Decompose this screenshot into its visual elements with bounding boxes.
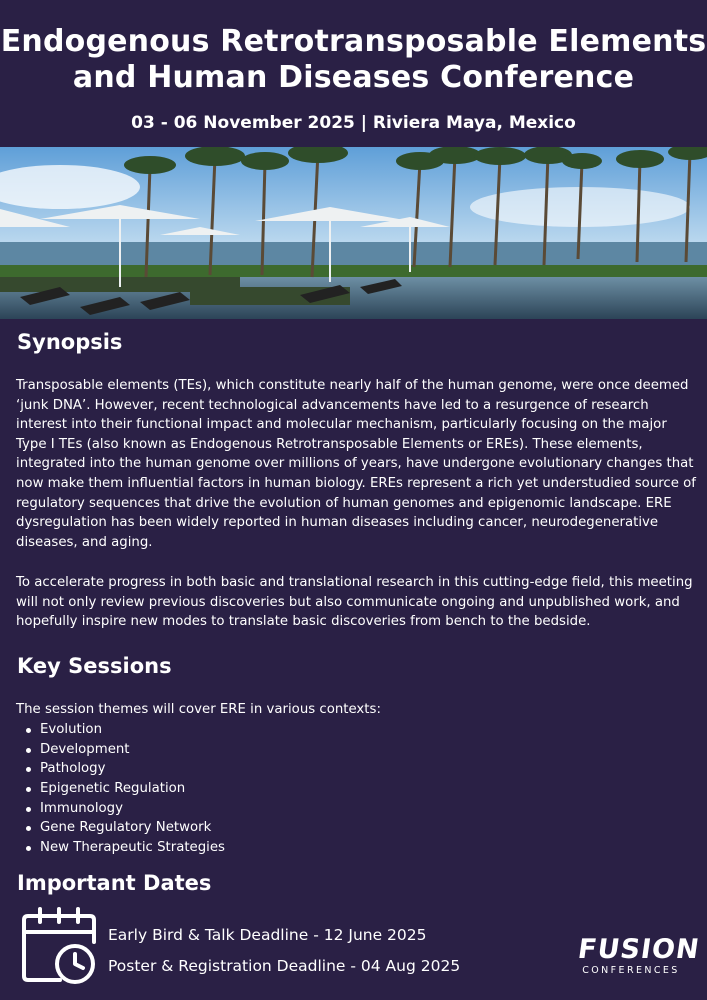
key-sessions-intro: The session themes will cover ERE in various contexts:: [16, 702, 381, 717]
title-line-1: Endogenous Retrotransposable Elements: [0, 24, 707, 59]
session-item: Immunology: [40, 799, 225, 819]
important-dates-heading: Important Dates: [17, 871, 212, 895]
calendar-clock-icon: [20, 906, 98, 986]
session-item: Epigenetic Regulation: [40, 779, 225, 799]
synopsis-heading: Synopsis: [17, 330, 123, 354]
fusion-conferences-logo: [575, 934, 702, 977]
resort-pool-photo: [0, 147, 707, 319]
title-line-2: and Human Diseases Conference: [72, 60, 635, 95]
session-list: [16, 720, 225, 858]
synopsis-paragraph-1: Transposable elements (TEs), which constitute nearly half of the human genome, were once deemed ‘junk DNA’. However, recent technological advancements have led to a resurgence of research interest into their functional impact and molecular mechanism, particularly focusing on the major Type I TEs (also known as Endogenous Retrotransposable Elements or EREs). These elements, integrated into the human genome over millions of years, have undergone evolutionary changes that now make them influential factors in human biology. EREs represent a rich yet understudied source of regulatory sequences that drive the evolution of human genomes and epigenomic landscape. ERE dysregulation has been widely reported in human diseases including cancer, neurodegenerative diseases, and aging.: [16, 378, 696, 550]
logo-subtitle: CONFERENCES: [582, 965, 680, 976]
session-item: Pathology: [40, 759, 225, 779]
synopsis-paragraph-2: To accelerate progress in both basic and translational research in this cutting-edge field, this meeting will not only review previous discoveries but also communicate ongoing and unpublished work, and hopefully inspire new modes to translate basic discoveries from bench to the bedside.: [16, 575, 693, 630]
registration-deadline: Poster & Registration Deadline - 04 Aug 2025: [108, 957, 461, 975]
key-sessions-heading: Key Sessions: [17, 654, 172, 678]
session-item: Gene Regulatory Network: [40, 818, 225, 838]
date-location: 03 - 06 November 2025 | Riviera Maya, Mexico: [131, 113, 576, 133]
session-item: Evolution: [40, 720, 225, 740]
logo-wordmark: FUSION: [575, 934, 702, 965]
session-item: New Therapeutic Strategies: [40, 838, 225, 858]
conference-title: [0, 24, 707, 96]
session-item: Development: [40, 740, 225, 760]
early-bird-deadline: Early Bird & Talk Deadline - 12 June 2025: [108, 926, 427, 944]
